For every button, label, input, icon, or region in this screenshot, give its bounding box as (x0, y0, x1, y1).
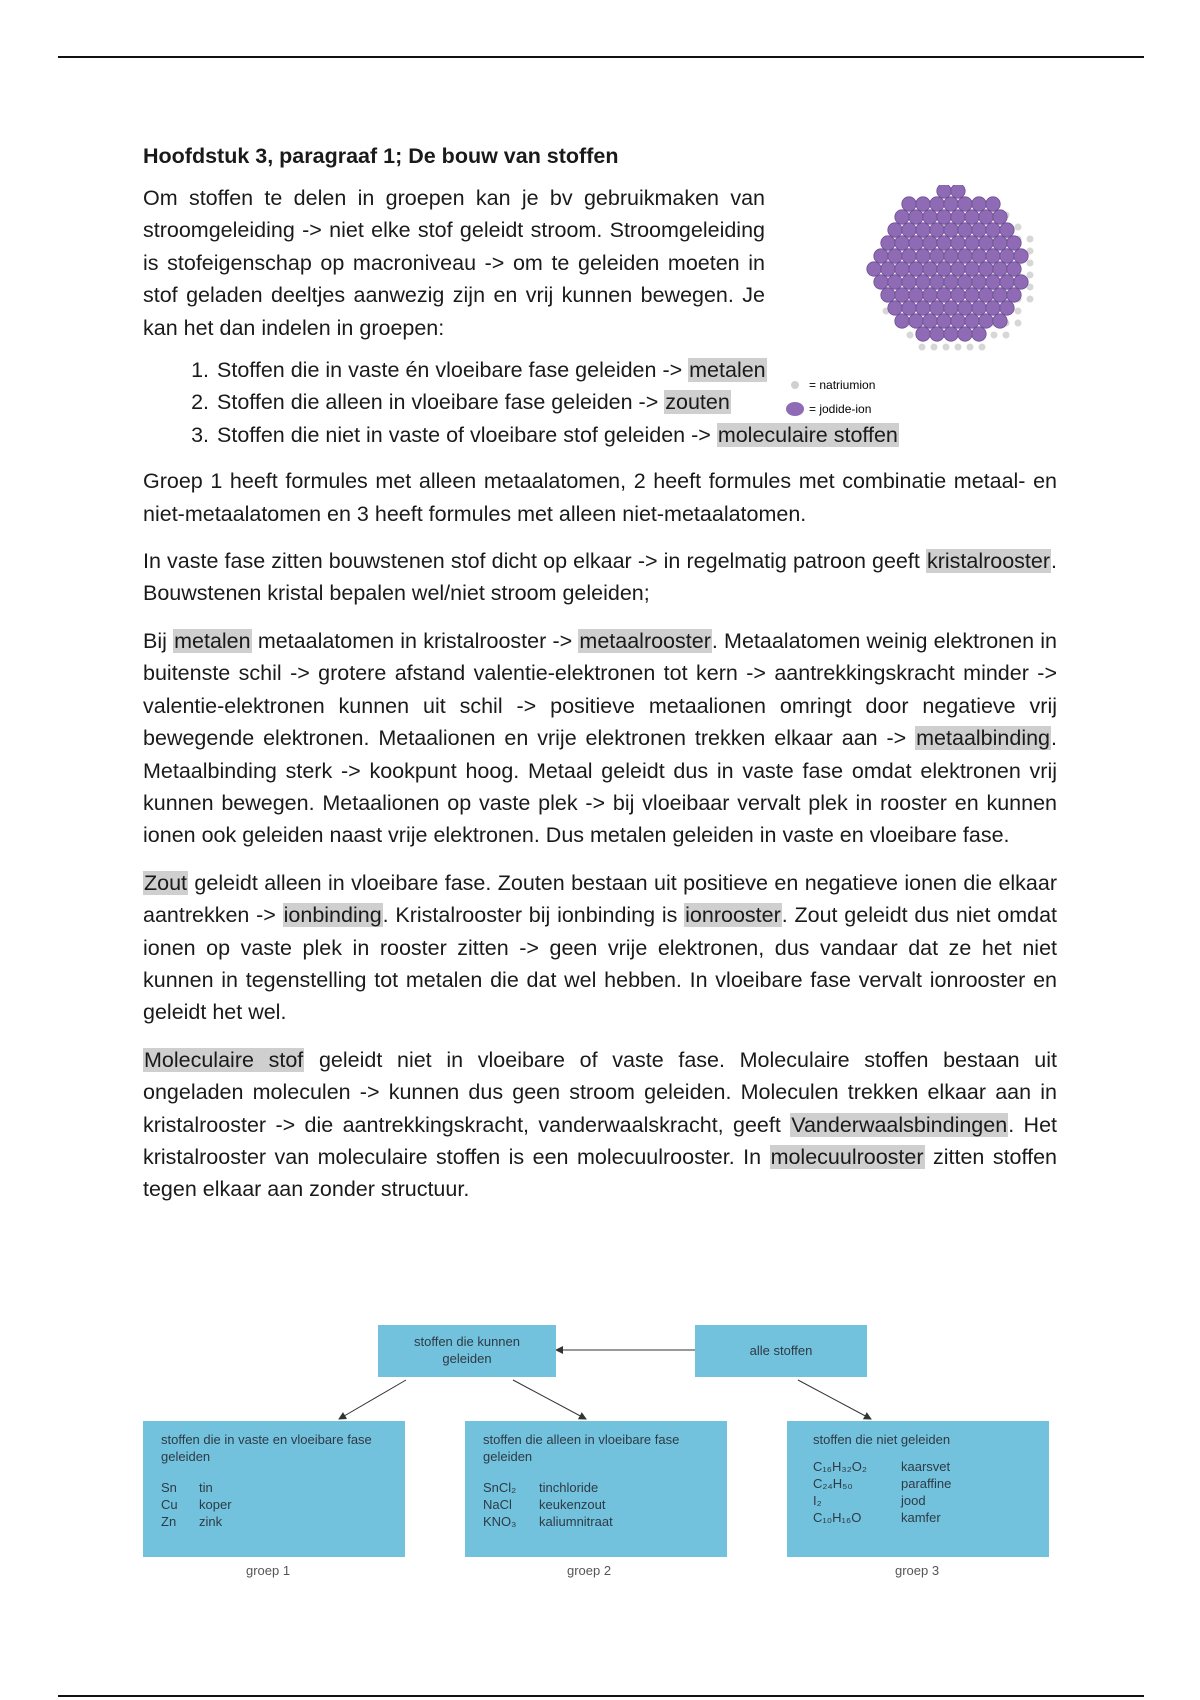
iodide-ion (979, 314, 993, 328)
formula: C₁₆H₃₂O₂ (813, 1459, 867, 1474)
group2-label: groep 2 (567, 1563, 612, 1578)
formula-row (813, 1458, 1023, 1475)
iodide-ion (902, 275, 916, 289)
formula: Cu (161, 1497, 178, 1512)
iodide-ion (1007, 236, 1021, 250)
iodide-ion (986, 223, 1000, 237)
formula: I₂ (813, 1493, 822, 1508)
iodide-ion (986, 301, 1000, 315)
iodide-ion (888, 249, 902, 263)
iodide-ion (979, 210, 993, 224)
formula-row (483, 1513, 709, 1530)
iodide-ion (923, 262, 937, 276)
substance-name: kaarsvet (901, 1459, 951, 1474)
iodide-ion (958, 301, 972, 315)
iodide-ion (909, 288, 923, 302)
iodide-ion (909, 236, 923, 250)
sodium-ion (1015, 308, 1022, 315)
iodide-ion (937, 262, 951, 276)
iodide-ion (993, 210, 1007, 224)
metals-paragraph: Bij metalen metaalatomen in kristalrooster -> metaalrooster. Metaalatomen weinig elektronen in buitenste schil -> grotere afstand valentie-elektronen tot kern -> aantrekkingskracht minder -> valentie-elektronen kunnen uit schil -> positieve metaalionen omringt door negatieve vrij bewegende elektronen. Metaalionen en vrije elektronen trekken elkaar aan -> metaalbinding. Metaalbinding sterk -> kookpunt hoog. Metaal geleidt dus in vaste fase omdat elektronen vrij kunnen bewegen. Metaalionen op vaste plek -> bij vloeibaar vervalt plek in rooster en kunnen ionen ook geleiden naast vrije elektronen. Dus metalen geleiden in vaste en vloeibare fase. (143, 628, 1057, 848)
iodide-ion (958, 275, 972, 289)
iodide-ion (965, 288, 979, 302)
iodide-ion (881, 288, 895, 302)
iodide-ion (916, 223, 930, 237)
legend-iodide-label: = jodide-ion (809, 402, 872, 416)
sodium-ion (919, 344, 926, 351)
box-group2 (465, 1421, 727, 1557)
formula-row (813, 1492, 1023, 1509)
iodide-ion (972, 327, 986, 341)
box-all-substances (695, 1325, 867, 1377)
iodide-ion (965, 210, 979, 224)
iodide-ion (951, 185, 965, 198)
ion-lattice-figure (780, 185, 1080, 425)
iodide-ion (909, 262, 923, 276)
iodide-ion (993, 314, 1007, 328)
box-group3 (787, 1421, 1049, 1557)
iodide-ion (986, 197, 1000, 211)
iodide-ion (979, 236, 993, 250)
iodide-ion (951, 262, 965, 276)
sodium-ion (1027, 260, 1034, 267)
iodide-ion (881, 262, 895, 276)
arrow-to-group1 (339, 1380, 406, 1419)
formula-row (483, 1479, 709, 1496)
salt-paragraph: Zout geleidt alleen in vloeibare fase. Zouten bestaan uit positieve en negatieve ionen die elkaar aantrekken -> ionbinding. Kristalrooster bij ionbinding is ionrooster. Zout geleidt dus niet omdat ionen op vaste plek in rooster zitten -> geen vrije elektronen, dus vandaar dat ze het niet kunnen in tegenstelling tot metalen die dat wel hebben. In vloeibare fase vervalt ionrooster en geleidt het wel. (143, 870, 1057, 1025)
iodide-ion (888, 301, 902, 315)
iodide-ion (874, 275, 888, 289)
formula: SnCl₂ (483, 1480, 517, 1495)
iodide-ion (909, 314, 923, 328)
iodide-ion (937, 314, 951, 328)
iodide-ion (874, 249, 888, 263)
formula: NaCl (483, 1497, 512, 1512)
list-item: 1. Stoffen die in vaste én vloeibare fase geleiden -> metalen (215, 354, 767, 386)
list-item: 3. Stoffen die niet in vaste of vloeibare stof geleiden -> moleculaire stoffen (215, 419, 1057, 451)
iodide-ion (1000, 275, 1014, 289)
iodide-ion (979, 288, 993, 302)
sodium-ion (1027, 296, 1034, 303)
iodide-ion (972, 301, 986, 315)
iodide-ion (972, 223, 986, 237)
iodide-ion (965, 262, 979, 276)
iodide-ion (916, 275, 930, 289)
iodide-ion (888, 275, 902, 289)
iodide-ion (881, 236, 895, 250)
iodide-ion (937, 185, 951, 198)
formula-row (161, 1513, 387, 1530)
substance-name: kaliumnitraat (539, 1514, 613, 1529)
iodide-ion (902, 301, 916, 315)
formula: Sn (161, 1480, 177, 1495)
iodide-ion (930, 223, 944, 237)
iodide-ion (895, 314, 909, 328)
substance-name: tinchloride (539, 1480, 599, 1495)
iodide-ion (958, 223, 972, 237)
iodide-ion (1007, 288, 1021, 302)
box-conducting (378, 1325, 556, 1377)
formula: C₂₄H₅₀ (813, 1476, 853, 1491)
iodide-ion (944, 327, 958, 341)
iodide-ion (923, 288, 937, 302)
arrow-to-group2 (513, 1380, 586, 1419)
iodide-ion (902, 249, 916, 263)
iodide-ion (923, 236, 937, 250)
iodide-ion (930, 301, 944, 315)
iodide-ion (993, 236, 1007, 250)
sodium-ion (943, 344, 950, 351)
iodide-ion (944, 275, 958, 289)
sodium-ion (1015, 224, 1022, 231)
iodide-ion (958, 327, 972, 341)
arrow-to-group3 (798, 1380, 871, 1419)
legend-sodium-label: = natriumion (809, 378, 876, 392)
iodide-ion (916, 197, 930, 211)
formula-row (813, 1509, 1023, 1526)
substance-name: zink (199, 1514, 223, 1529)
substance-name: tin (199, 1480, 213, 1495)
iodide-ion (916, 249, 930, 263)
lattice-image (780, 185, 1080, 425)
iodide-ion (902, 197, 916, 211)
group1-label: groep 1 (246, 1563, 291, 1578)
sodium-ion (955, 344, 962, 351)
iodide-ion (895, 236, 909, 250)
iodide-ion (1000, 249, 1014, 263)
legend-iodide-icon (786, 402, 804, 416)
sodium-ion (991, 332, 998, 339)
substance-name: keukenzout (539, 1497, 606, 1512)
iodide-ion (951, 210, 965, 224)
sodium-ion (1015, 320, 1022, 327)
iodide-ion (923, 314, 937, 328)
iodide-ion (937, 288, 951, 302)
iodide-ion (1014, 249, 1028, 263)
iodide-ion (944, 249, 958, 263)
iodide-ion (895, 288, 909, 302)
group3-label: groep 3 (895, 1563, 940, 1578)
sodium-ion (1003, 332, 1010, 339)
sodium-ion (967, 344, 974, 351)
substance-name: kamfer (901, 1510, 941, 1525)
formula: KNO₃ (483, 1514, 517, 1529)
conduction-diagram (143, 1325, 1057, 1585)
formula-row (161, 1479, 387, 1496)
intro-paragraph: Om stoffen te delen in groepen kan je bv gebruikmaken van stroomgeleiding -> niet elke stof geleidt stroom. Stroomgeleiding is stofeigenschap op macroniveau -> om te geleiden moeten in stof geladen deeltjes aanwezig zijn en vrij kunnen bewegen. Je kan het dan indelen in groepen: (143, 186, 765, 340)
iodide-ion (986, 275, 1000, 289)
sodium-ion (907, 332, 914, 339)
group2-title: stoffen die alleen in vloeibare fase geleiden (483, 1432, 680, 1464)
iodide-ion (1014, 275, 1028, 289)
groups-paragraph: Groep 1 heeft formules met alleen metaalatomen, 2 heeft formules met combinatie metaal- en niet-metaalatomen en 3 heeft formules met alleen niet-metaalatomen. (143, 469, 1057, 526)
sodium-ion (931, 344, 938, 351)
iodide-ion (916, 301, 930, 315)
sodium-ion (979, 344, 986, 351)
group1-title: stoffen die in vaste en vloeibare fase geleiden (161, 1432, 372, 1464)
formula-row (161, 1496, 387, 1513)
legend-sodium-icon (791, 381, 799, 389)
box-group1 (143, 1421, 405, 1557)
box-all-label: alle stoffen (749, 1343, 813, 1358)
iodide-ion (965, 314, 979, 328)
iodide-ion (888, 223, 902, 237)
iodide-ion (965, 236, 979, 250)
substance-name: jood (901, 1493, 926, 1508)
page-title: Hoofdstuk 3, paragraaf 1; De bouw van stoffen (143, 144, 619, 168)
iodide-ion (993, 262, 1007, 276)
iodide-ion (951, 288, 965, 302)
iodide-ion (930, 249, 944, 263)
sodium-ion (1027, 272, 1034, 279)
formula: C₁₀H₁₆O (813, 1510, 862, 1525)
iodide-ion (1000, 301, 1014, 315)
iodide-ion (958, 197, 972, 211)
top-rule (58, 56, 1144, 58)
iodide-ion (944, 197, 958, 211)
iodide-ion (944, 301, 958, 315)
formula: Zn (161, 1514, 177, 1529)
iodide-ion (1000, 223, 1014, 237)
group3-title: stoffen die niet geleiden (813, 1432, 951, 1447)
iodide-ion (972, 249, 986, 263)
iodide-ion (909, 210, 923, 224)
formula-row (483, 1496, 709, 1513)
iodide-ion (993, 288, 1007, 302)
iodide-ion (979, 262, 993, 276)
molecular-paragraph: Moleculaire stof geleidt niet in vloeibare of vaste fase. Moleculaire stoffen bestaan uit ongeladen moleculen -> kunnen dus geen stroom geleiden. Moleculen trekken elkaar aan in kristalrooster -> die aantrekkingskracht, vanderwaalskracht, geeft Vanderwaalsbindingen. Het kristalrooster van moleculaire stoffen is een molecuulrooster. In molecuulrooster zitten stoffen tegen elkaar aan zonder structuur. (143, 1047, 1057, 1202)
iodide-ion (895, 262, 909, 276)
sodium-ion (1027, 236, 1034, 243)
box-conducting-label: stoffen die kunnen geleiden (413, 1334, 520, 1366)
substance-name: paraffine (901, 1476, 952, 1491)
iodide-ion (1007, 262, 1021, 276)
iodide-ion (937, 210, 951, 224)
iodide-ion (902, 223, 916, 237)
iodide-ion (923, 210, 937, 224)
iodide-ion (944, 223, 958, 237)
iodide-ion (958, 249, 972, 263)
list-item: 2. Stoffen die alleen in vloeibare fase geleiden -> zouten (215, 386, 1057, 418)
iodide-ion (972, 197, 986, 211)
iodide-ion (930, 275, 944, 289)
crystal-paragraph: In vaste fase zitten bouwstenen stof dicht op elkaar -> in regelmatig patroon geeft kristalrooster. Bouwstenen kristal bepalen wel/niet stroom geleiden; (143, 549, 1057, 606)
iodide-ion (867, 262, 881, 276)
bottom-rule (58, 1695, 1144, 1697)
iodide-ion (986, 249, 1000, 263)
iodide-ion (972, 275, 986, 289)
iodide-ion (930, 327, 944, 341)
iodide-ion (930, 197, 944, 211)
substance-name: koper (199, 1497, 232, 1512)
iodide-ion (951, 314, 965, 328)
iodide-ion (937, 236, 951, 250)
iodide-ion (951, 236, 965, 250)
iodide-ion (916, 327, 930, 341)
iodide-ion (895, 210, 909, 224)
formula-row (813, 1475, 1023, 1492)
